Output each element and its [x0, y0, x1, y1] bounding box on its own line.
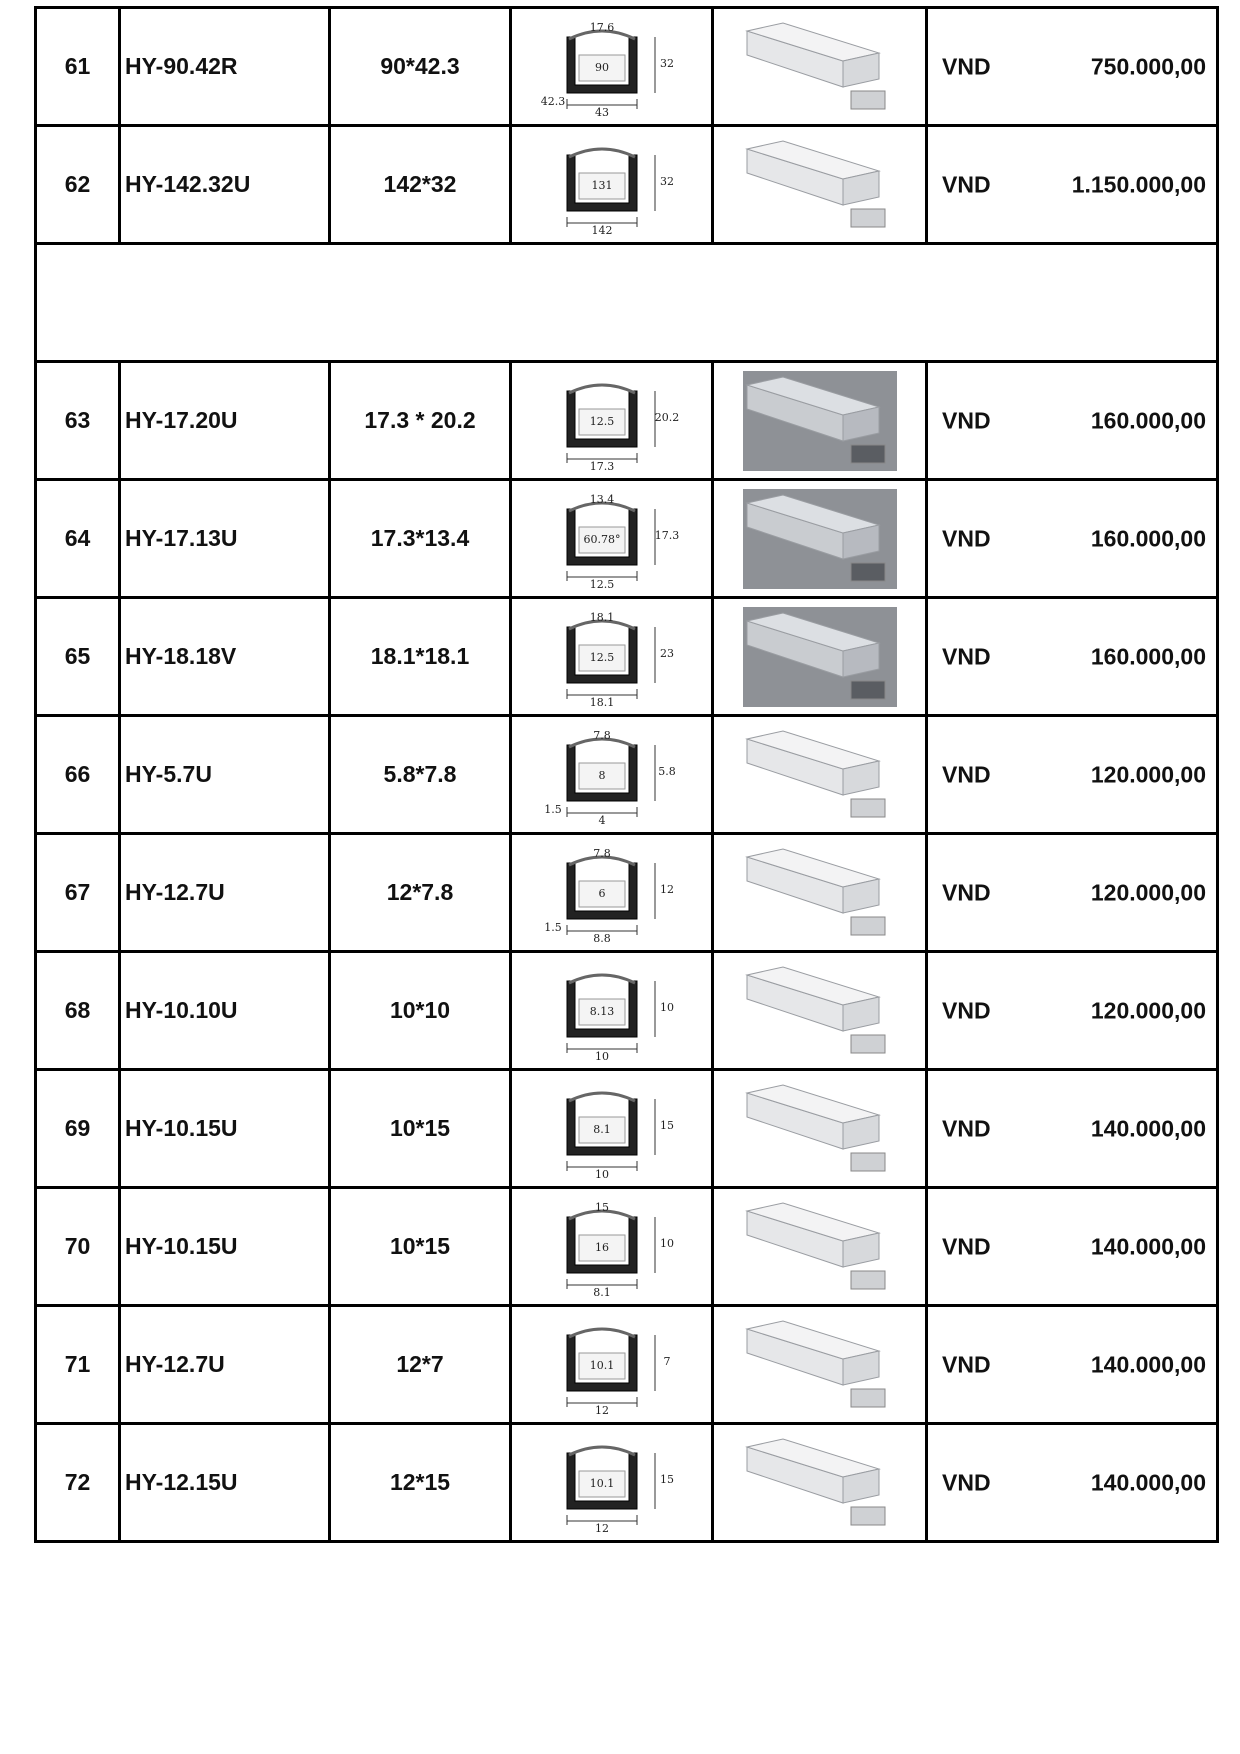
profile-photo-icon: [743, 1315, 897, 1415]
price-amount: 140.000,00: [1090, 1115, 1206, 1141]
dimension-label: 4: [598, 813, 605, 827]
item-number: 66: [36, 716, 120, 834]
drawing-cell: [511, 952, 713, 1070]
price-cell: [927, 362, 1218, 480]
dimension-label: 32: [659, 56, 674, 70]
product-code: HY-12.7U: [120, 834, 330, 952]
price-amount: 140.000,00: [1090, 1233, 1206, 1259]
dimension-label: 43: [594, 105, 609, 119]
section-divider-row: [36, 244, 1218, 362]
price-cell: [927, 952, 1218, 1070]
dimension-label: 12: [594, 1521, 609, 1535]
drawing-cell: [511, 1070, 713, 1188]
table-row: [36, 834, 1218, 952]
dimension-label: 17.6: [589, 20, 614, 34]
drawing-cell: [511, 1424, 713, 1542]
profile-drawing-icon: [537, 841, 687, 945]
profile-drawing-icon: [537, 15, 687, 119]
product-code: HY-10.15U: [120, 1188, 330, 1306]
profile-photo-icon: [743, 607, 897, 707]
profile-photo-icon: [743, 135, 897, 235]
product-code: HY-142.32U: [120, 126, 330, 244]
currency-label: VND: [942, 1469, 991, 1495]
photo-cell: [713, 1070, 927, 1188]
profile-drawing-icon: [537, 487, 687, 591]
item-number: 68: [36, 952, 120, 1070]
dimension-label: 8.8: [592, 931, 611, 945]
dimension-label: 15: [659, 1472, 674, 1486]
item-number: 70: [36, 1188, 120, 1306]
item-number: 65: [36, 598, 120, 716]
price-table: [34, 6, 1219, 1543]
dimension-label: 10: [659, 1236, 674, 1250]
dimension-label: 131: [591, 178, 612, 192]
item-number: 69: [36, 1070, 120, 1188]
dimension-label: 10.1: [589, 1358, 614, 1372]
dimension-label: 17.3: [654, 528, 679, 542]
dimension-label: 12: [594, 1403, 609, 1417]
product-code: HY-10.10U: [120, 952, 330, 1070]
price-amount: 120.000,00: [1090, 761, 1206, 787]
dimension-label: 18.1: [589, 610, 614, 624]
drawing-cell: [511, 126, 713, 244]
photo-cell: [713, 8, 927, 126]
currency-label: VND: [942, 1351, 991, 1377]
item-number: 71: [36, 1306, 120, 1424]
profile-photo-icon: [743, 725, 897, 825]
profile-size: 90*42.3: [330, 8, 511, 126]
table-row: [36, 126, 1218, 244]
drawing-cell: [511, 8, 713, 126]
currency-label: VND: [942, 643, 991, 669]
table-row: [36, 8, 1218, 126]
profile-size: 12*7: [330, 1306, 511, 1424]
dimension-label: 10: [659, 1000, 674, 1014]
price-cell: [927, 126, 1218, 244]
item-number: 62: [36, 126, 120, 244]
profile-drawing-icon: [537, 1313, 687, 1417]
price-cell: [927, 598, 1218, 716]
profile-drawing-icon: [537, 605, 687, 709]
photo-cell: [713, 1306, 927, 1424]
price-cell: [927, 1424, 1218, 1542]
price-cell: [927, 834, 1218, 952]
product-code: HY-17.20U: [120, 362, 330, 480]
dimension-label: 7.8: [592, 846, 611, 860]
dimension-label: 60.78°: [583, 532, 620, 546]
currency-label: VND: [942, 1233, 991, 1259]
profile-drawing-icon: [537, 1195, 687, 1299]
profile-photo-icon: [743, 961, 897, 1061]
table-row: [36, 1188, 1218, 1306]
profile-photo-icon: [743, 371, 897, 471]
dimension-label: 20.2: [654, 410, 679, 424]
photo-cell: [713, 1188, 927, 1306]
dimension-label: 18.1: [589, 695, 614, 709]
price-cell: [927, 1070, 1218, 1188]
price-amount: 120.000,00: [1090, 879, 1206, 905]
dimension-label: 1.5: [543, 802, 562, 816]
profile-photo-icon: [743, 1079, 897, 1179]
profile-drawing-icon: [537, 1431, 687, 1535]
dimension-label: 7: [663, 1354, 670, 1368]
table-row: [36, 952, 1218, 1070]
item-number: 72: [36, 1424, 120, 1542]
price-cell: [927, 1306, 1218, 1424]
product-code: HY-90.42R: [120, 8, 330, 126]
dimension-label: 6: [598, 886, 605, 900]
table-row: [36, 598, 1218, 716]
profile-drawing-icon: [537, 133, 687, 237]
table-row: [36, 480, 1218, 598]
dimension-label: 12: [659, 882, 674, 896]
price-cell: [927, 716, 1218, 834]
price-amount: 750.000,00: [1090, 53, 1206, 79]
profile-drawing-icon: [537, 369, 687, 473]
price-amount: 160.000,00: [1090, 525, 1206, 551]
dimension-label: 23: [659, 646, 674, 660]
price-cell: [927, 8, 1218, 126]
drawing-cell: [511, 598, 713, 716]
dimension-label: 32: [659, 174, 674, 188]
photo-cell: [713, 834, 927, 952]
dimension-label: 17.3: [589, 459, 614, 473]
product-code: HY-17.13U: [120, 480, 330, 598]
drawing-cell: [511, 716, 713, 834]
dimension-label: 10.1: [589, 1476, 614, 1490]
dimension-label: 8.1: [592, 1285, 611, 1299]
currency-label: VND: [942, 53, 991, 79]
profile-size: 12*7.8: [330, 834, 511, 952]
drawing-cell: [511, 1306, 713, 1424]
photo-cell: [713, 598, 927, 716]
profile-size: 10*15: [330, 1188, 511, 1306]
dimension-label: 8.1: [592, 1122, 611, 1136]
profile-size: 17.3 * 20.2: [330, 362, 511, 480]
photo-cell: [713, 126, 927, 244]
product-code: HY-10.15U: [120, 1070, 330, 1188]
profile-drawing-icon: [537, 1077, 687, 1181]
table-row: [36, 1424, 1218, 1542]
profile-size: 142*32: [330, 126, 511, 244]
item-number: 61: [36, 8, 120, 126]
profile-drawing-icon: [537, 723, 687, 827]
dimension-label: 142: [591, 223, 612, 237]
table-row: [36, 362, 1218, 480]
profile-drawing-icon: [537, 959, 687, 1063]
price-cell: [927, 480, 1218, 598]
table-row: [36, 716, 1218, 834]
profile-size: 10*15: [330, 1070, 511, 1188]
photo-cell: [713, 952, 927, 1070]
dimension-label: 15: [594, 1200, 609, 1214]
item-number: 64: [36, 480, 120, 598]
profile-photo-icon: [743, 1197, 897, 1297]
table-row: [36, 1070, 1218, 1188]
price-amount: 140.000,00: [1090, 1351, 1206, 1377]
dimension-label: 12.5: [589, 414, 614, 428]
dimension-label: 10: [594, 1167, 609, 1181]
profile-photo-icon: [743, 1433, 897, 1533]
dimension-label: 15: [659, 1118, 674, 1132]
currency-label: VND: [942, 997, 991, 1023]
photo-cell: [713, 1424, 927, 1542]
dimension-label: 90: [594, 60, 609, 74]
profile-size: 17.3*13.4: [330, 480, 511, 598]
dimension-label: 12.5: [589, 577, 614, 591]
profile-size: 10*10: [330, 952, 511, 1070]
price-amount: 160.000,00: [1090, 407, 1206, 433]
currency-label: VND: [942, 525, 991, 551]
dimension-label: 13.4: [589, 492, 614, 506]
drawing-cell: [511, 834, 713, 952]
currency-label: VND: [942, 171, 991, 197]
dimension-label: 42.3: [540, 94, 565, 108]
item-number: 67: [36, 834, 120, 952]
photo-cell: [713, 480, 927, 598]
product-code: HY-12.7U: [120, 1306, 330, 1424]
dimension-label: 12.5: [589, 650, 614, 664]
drawing-cell: [511, 362, 713, 480]
photo-cell: [713, 716, 927, 834]
dimension-label: 7.8: [592, 728, 611, 742]
product-code: HY-18.18V: [120, 598, 330, 716]
profile-photo-icon: [743, 489, 897, 589]
blank-cell: [36, 244, 1218, 362]
price-amount: 140.000,00: [1090, 1469, 1206, 1495]
dimension-label: 8.13: [589, 1004, 614, 1018]
price-amount: 1.150.000,00: [1071, 171, 1206, 197]
product-code: HY-12.15U: [120, 1424, 330, 1542]
drawing-cell: [511, 1188, 713, 1306]
dimension-label: 16: [594, 1240, 609, 1254]
table-row: [36, 1306, 1218, 1424]
profile-size: 12*15: [330, 1424, 511, 1542]
dimension-label: 8: [598, 768, 605, 782]
dimension-label: 5.8: [657, 764, 676, 778]
price-amount: 160.000,00: [1090, 643, 1206, 669]
photo-cell: [713, 362, 927, 480]
drawing-cell: [511, 480, 713, 598]
currency-label: VND: [942, 1115, 991, 1141]
dimension-label: 1.5: [543, 920, 562, 934]
profile-size: 18.1*18.1: [330, 598, 511, 716]
currency-label: VND: [942, 407, 991, 433]
profile-photo-icon: [743, 17, 897, 117]
profile-size: 5.8*7.8: [330, 716, 511, 834]
currency-label: VND: [942, 761, 991, 787]
dimension-label: 10: [594, 1049, 609, 1063]
profile-photo-icon: [743, 843, 897, 943]
currency-label: VND: [942, 879, 991, 905]
price-amount: 120.000,00: [1090, 997, 1206, 1023]
product-code: HY-5.7U: [120, 716, 330, 834]
item-number: 63: [36, 362, 120, 480]
price-cell: [927, 1188, 1218, 1306]
